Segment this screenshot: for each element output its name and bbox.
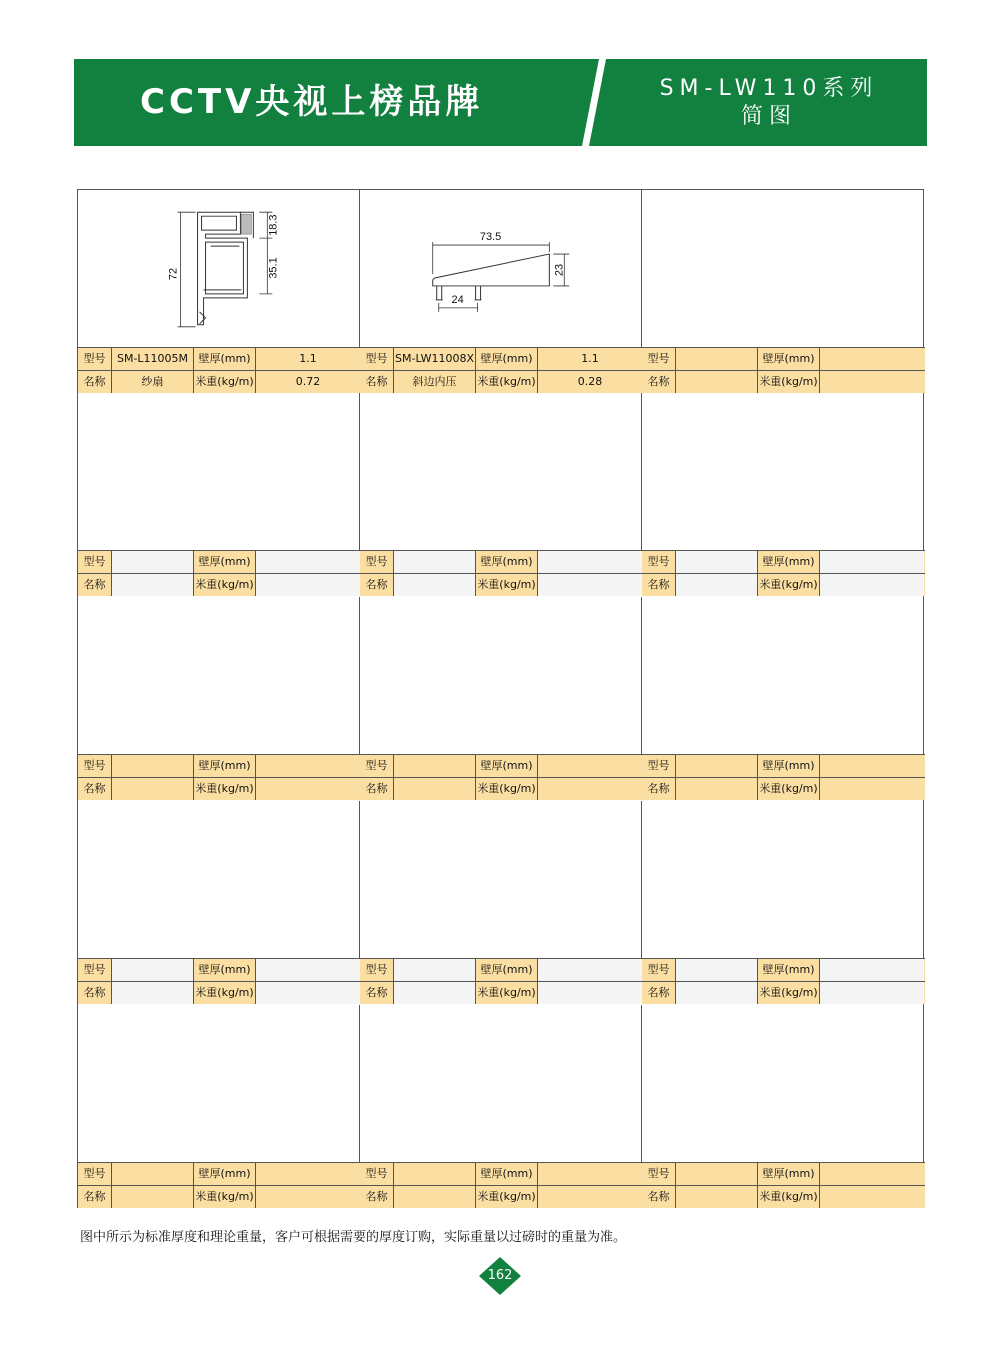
name-label: 名称 xyxy=(642,1186,676,1208)
name-label: 名称 xyxy=(78,778,112,800)
weight-label: 米重(kg/m) xyxy=(194,371,256,393)
spec-row-name xyxy=(78,777,359,800)
spec-row-name xyxy=(642,573,925,596)
weight-label: 米重(kg/m) xyxy=(476,371,538,393)
spec-row-model xyxy=(360,1162,641,1185)
profile-drawing-lw11008x xyxy=(360,190,641,347)
spec-row-name xyxy=(360,573,641,596)
spec-row-name xyxy=(78,370,359,393)
weight-label: 米重(kg/m) xyxy=(476,778,538,800)
profile-cell-empty xyxy=(642,393,925,596)
dim-mid-height: 35.1 xyxy=(267,257,280,279)
model-label: 型号 xyxy=(78,348,112,370)
spec-row-model xyxy=(642,347,925,370)
dim-width: 73.5 xyxy=(479,231,502,244)
model-label: 型号 xyxy=(642,959,676,981)
profile-cell-empty xyxy=(78,801,360,1004)
dim-top-height: 18.3 xyxy=(267,214,280,236)
thickness-label: 壁厚(mm) xyxy=(476,551,538,573)
weight-label: 米重(kg/m) xyxy=(758,574,820,596)
spec-row-model xyxy=(360,550,641,573)
spec-row-name xyxy=(360,1185,641,1208)
profile-cell-empty xyxy=(360,1005,642,1208)
thickness-label: 壁厚(mm) xyxy=(758,348,820,370)
spec-row-model xyxy=(360,347,641,370)
model-value: SM-L11005M xyxy=(112,348,194,370)
model-label: 型号 xyxy=(78,959,112,981)
thickness-label: 壁厚(mm) xyxy=(476,755,538,777)
spec-row-model xyxy=(360,958,641,981)
name-value: 斜边内压 xyxy=(394,371,476,393)
spec-row-model xyxy=(360,754,641,777)
thickness-label: 壁厚(mm) xyxy=(476,348,538,370)
spec-row-name xyxy=(642,1185,925,1208)
profile-cell-empty xyxy=(78,1005,360,1208)
spec-row-name xyxy=(78,981,359,1004)
model-label: 型号 xyxy=(78,551,112,573)
profile-cell xyxy=(78,190,360,393)
weight-label: 米重(kg/m) xyxy=(758,982,820,1004)
name-label: 名称 xyxy=(642,778,676,800)
thickness-label: 壁厚(mm) xyxy=(194,348,256,370)
model-value: SM-LW11008X xyxy=(394,348,476,370)
series-subtitle: 简图 xyxy=(740,104,797,129)
profile-cell-empty xyxy=(360,597,642,800)
thickness-label: 壁厚(mm) xyxy=(758,755,820,777)
footnote: 图中所示为标准厚度和理论重量，客户可根据需要的厚度订购，实际重量以过磅时的重量为准。 xyxy=(80,1230,627,1245)
model-label: 型号 xyxy=(360,348,394,370)
model-label: 型号 xyxy=(642,1163,676,1185)
profile-cell-empty xyxy=(360,393,642,596)
spec-row-model xyxy=(78,347,359,370)
name-label: 名称 xyxy=(642,574,676,596)
dim-overall-height: 72 xyxy=(167,267,180,281)
profile-cell-empty xyxy=(78,393,360,596)
thickness-label: 壁厚(mm) xyxy=(194,1163,256,1185)
profile-cell xyxy=(360,190,642,393)
weight-label: 米重(kg/m) xyxy=(194,982,256,1004)
spec-row-model xyxy=(78,550,359,573)
profile-cell-empty xyxy=(78,597,360,800)
profile-cell-empty xyxy=(642,1005,925,1208)
thickness-label: 壁厚(mm) xyxy=(476,1163,538,1185)
model-label: 型号 xyxy=(360,959,394,981)
weight-value: 0.72 xyxy=(256,371,360,393)
name-label: 名称 xyxy=(360,778,394,800)
spec-row-model xyxy=(642,1162,925,1185)
name-label: 名称 xyxy=(642,371,676,393)
name-label: 名称 xyxy=(360,1186,394,1208)
thickness-value: 1.1 xyxy=(538,348,642,370)
model-label: 型号 xyxy=(78,755,112,777)
profile-cell-empty xyxy=(642,190,925,393)
name-label: 名称 xyxy=(78,371,112,393)
model-label: 型号 xyxy=(360,1163,394,1185)
spec-row-name xyxy=(360,370,641,393)
profile-cell-empty xyxy=(360,801,642,1004)
name-label: 名称 xyxy=(360,982,394,1004)
weight-label: 米重(kg/m) xyxy=(194,1186,256,1208)
weight-label: 米重(kg/m) xyxy=(476,1186,538,1208)
spec-row-name xyxy=(642,981,925,1004)
spec-row-name xyxy=(642,777,925,800)
spec-row-model xyxy=(78,754,359,777)
spec-row-model xyxy=(642,550,925,573)
model-label: 型号 xyxy=(360,755,394,777)
weight-label: 米重(kg/m) xyxy=(476,574,538,596)
profile-cell-empty xyxy=(642,597,925,800)
brand-title: CCTV央视上榜品牌 xyxy=(140,82,484,122)
page-number: 162 xyxy=(487,1268,513,1283)
thickness-value: 1.1 xyxy=(256,348,360,370)
thickness-label: 壁厚(mm) xyxy=(194,959,256,981)
spec-row-model xyxy=(78,958,359,981)
thickness-label: 壁厚(mm) xyxy=(758,551,820,573)
spec-row-name xyxy=(78,1185,359,1208)
dim-foot-width: 24 xyxy=(451,293,464,306)
model-label: 型号 xyxy=(642,551,676,573)
spec-row-model xyxy=(642,754,925,777)
spec-row-model xyxy=(642,958,925,981)
weight-label: 米重(kg/m) xyxy=(476,982,538,1004)
profile-drawing-l11005m xyxy=(78,190,359,347)
spec-row-name xyxy=(360,777,641,800)
dim-height: 23 xyxy=(553,263,566,277)
name-label: 名称 xyxy=(78,1186,112,1208)
weight-label: 米重(kg/m) xyxy=(758,371,820,393)
header-banner xyxy=(74,59,927,146)
model-label: 型号 xyxy=(642,755,676,777)
spec-row-name xyxy=(78,573,359,596)
weight-label: 米重(kg/m) xyxy=(758,1186,820,1208)
name-value: 纱扇 xyxy=(112,371,194,393)
name-label: 名称 xyxy=(360,574,394,596)
thickness-label: 壁厚(mm) xyxy=(758,1163,820,1185)
weight-label: 米重(kg/m) xyxy=(758,778,820,800)
name-label: 名称 xyxy=(78,574,112,596)
thickness-label: 壁厚(mm) xyxy=(194,755,256,777)
name-label: 名称 xyxy=(360,371,394,393)
series-title: SM-LW110系列 xyxy=(659,76,879,101)
weight-label: 米重(kg/m) xyxy=(194,778,256,800)
name-label: 名称 xyxy=(642,982,676,1004)
profile-grid xyxy=(77,189,924,1208)
name-label: 名称 xyxy=(78,982,112,1004)
spec-row-name xyxy=(360,981,641,1004)
thickness-label: 壁厚(mm) xyxy=(476,959,538,981)
model-label: 型号 xyxy=(642,348,676,370)
profile-cell-empty xyxy=(642,801,925,1004)
spec-row-name xyxy=(642,370,925,393)
thickness-label: 壁厚(mm) xyxy=(194,551,256,573)
weight-value: 0.28 xyxy=(538,371,642,393)
thickness-label: 壁厚(mm) xyxy=(758,959,820,981)
model-label: 型号 xyxy=(78,1163,112,1185)
spec-row-model xyxy=(78,1162,359,1185)
model-label: 型号 xyxy=(360,551,394,573)
weight-label: 米重(kg/m) xyxy=(194,574,256,596)
